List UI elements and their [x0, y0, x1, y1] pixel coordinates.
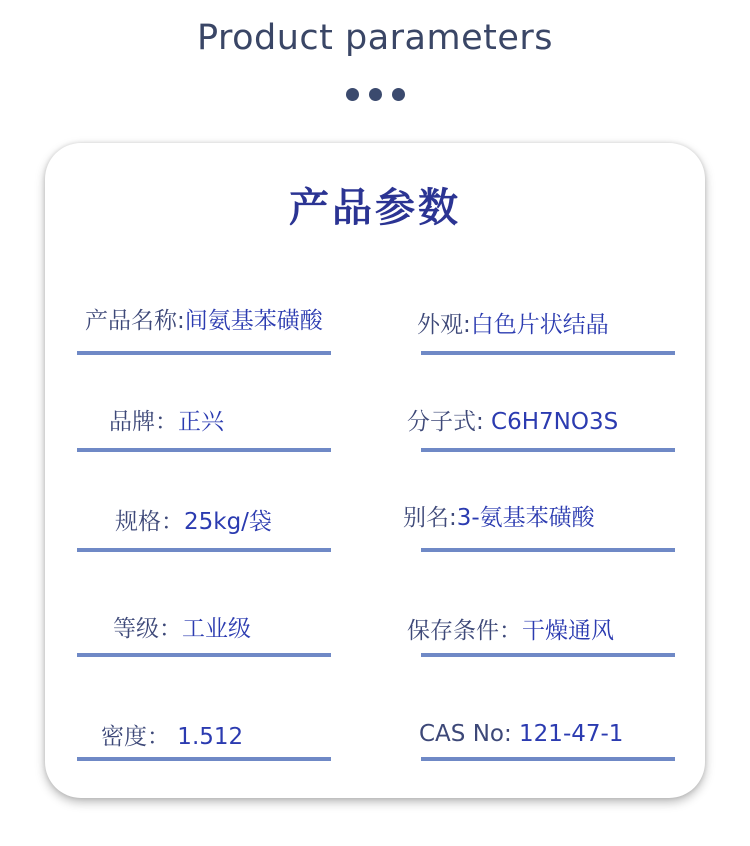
- param-label: 别名:: [403, 505, 457, 531]
- param-label: 分子式:: [407, 409, 484, 435]
- param-label: 产品名称:: [85, 308, 185, 334]
- param-value: 白色片状结晶: [470, 312, 609, 338]
- param-product-name: [77, 291, 331, 355]
- param-label: 品牌：: [109, 409, 178, 435]
- param-density: [77, 697, 331, 761]
- param-alias: [403, 488, 675, 552]
- param-value: C6H7NO3S: [483, 409, 619, 435]
- param-label: CAS No:: [419, 721, 512, 747]
- dot-icon: [392, 88, 405, 101]
- param-label: 保存条件：: [407, 618, 522, 644]
- param-value: 3-氨基苯磺酸: [456, 505, 595, 531]
- dot-icon: [346, 88, 359, 101]
- param-storage: [407, 593, 675, 657]
- page-title: Product parameters: [196, 18, 554, 58]
- param-brand: [77, 388, 331, 452]
- card-title: 产品参数: [289, 185, 461, 231]
- parameters-card: [45, 143, 705, 798]
- param-cas: [421, 697, 675, 761]
- param-value: 25kg/袋: [184, 509, 272, 535]
- param-value: 工业级: [182, 616, 251, 642]
- param-value: 干燥通风: [522, 618, 614, 644]
- param-value: 121-47-1: [511, 721, 624, 747]
- param-grade: [77, 593, 331, 657]
- param-value: 1.512: [170, 724, 244, 750]
- param-label: 密度：: [101, 724, 170, 750]
- param-value: 间氨基苯磺酸: [184, 308, 323, 334]
- param-label: 等级：: [113, 616, 182, 642]
- param-value: 正兴: [178, 409, 224, 435]
- param-appearance: [417, 291, 675, 355]
- dot-icon: [369, 88, 382, 101]
- param-label: 规格：: [115, 509, 184, 535]
- param-label: 外观:: [417, 312, 471, 338]
- dots-divider: [0, 88, 750, 101]
- param-formula: [407, 388, 675, 452]
- param-spec: [77, 488, 331, 552]
